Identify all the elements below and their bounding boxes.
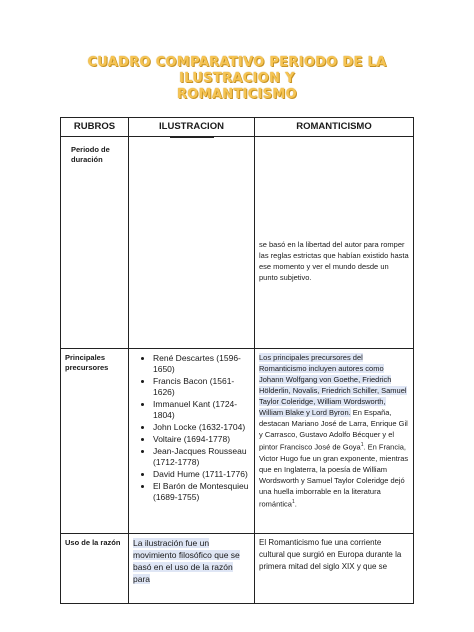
periodo-label: Periodo de duración [71,145,110,164]
table-row-periodo [61,137,414,349]
cell-periodo-ilustracion [129,137,255,349]
cell-precursores-ilustracion [129,349,255,534]
cell-periodo-label [61,137,129,349]
table-row-precursores [61,349,414,534]
list-item: • Francis Bacon (1561-1626) [153,376,250,398]
precursores-label: Principales precursores [65,353,109,372]
cell-razon-romanticismo [255,534,414,604]
list-item: • Immanuel Kant (1724-1804) [153,399,250,421]
separator-line [170,137,214,138]
table-row-razon [61,534,414,604]
razon-ilustracion-text [129,534,254,588]
footnote-marker[interactable]: 1 [291,498,295,505]
list-item: • David Hume (1711-1776) [153,469,250,480]
cell-precursores-romanticismo [255,349,414,534]
razon-label: Uso de la razón [65,538,121,547]
list-item: • Jean-Jacques Rousseau (1712-1778) [153,446,250,468]
body-text: En España, destacan Mariano José de Larra, Enrique Gil y Carrasco, Gustavo Adolfo Bécquer y el pintor Francisco José de Goya [259,408,408,452]
cell-periodo-romanticismo [255,137,414,349]
title-line-1: CUADRO COMPARATIVO PERIODO DE LA ILUSTRACION Y [87,55,387,86]
periodo-romanticismo-text: se basó en la libertad del autor para romper las reglas estrictas que habían existido hasta ese momento y ver el mundo desde un punto subjetivo. [259,240,409,282]
highlighted-text: La ilustración fue un movimiento filosófico que se basó en el uso de la razón para [133,538,240,584]
body-text: . [294,499,297,508]
razon-romanticismo-text: El Romanticismo fue una corriente cultural que surgió en Europa durante la primera mitad del siglo XIX y que se [259,538,402,571]
header-ilustracion: ILUSTRACION [129,118,255,137]
list-item: • René Descartes (1596-1650) [153,353,250,375]
list-item: • Voltaire (1694-1778) [153,434,250,445]
header-rubros: RUBROS [61,118,129,137]
list-item: • John Locke (1632-1704) [153,422,250,433]
precursores-ilustracion-list [129,349,254,503]
highlighted-text: Los principales precursores del Romanticismo incluyen autores como Johann Wolfgang von Goethe, Friedrich Hölderlin, Novalis, Friedrich Schiller, Samuel Taylor Coleridge, William Wordsworth, William Blake y Lord Byron. [259,353,407,417]
precursores-romanticismo-text [255,349,413,512]
document-title [60,55,414,103]
cell-razon-ilustracion [129,534,255,604]
cell-precursores-label [61,349,129,534]
table-header-row [61,118,414,137]
title-line-2: ROMANTICISMO [177,87,297,102]
footnote-marker[interactable]: 1 [360,442,364,448]
cell-razon-label [61,534,129,604]
header-romanticismo: ROMANTICISMO [255,118,414,137]
comparison-table [60,117,414,604]
body-text: . En Francia, Victor Hugo fue un gran exponente, mientras que en Inglaterra, la poesía de William Wordsworth y Samuel Taylor Coleridge dejó una huella imborrable en la literatura romántica [259,442,409,508]
list-item: • El Barón de Montesquieu (1689-1755) [153,481,250,503]
